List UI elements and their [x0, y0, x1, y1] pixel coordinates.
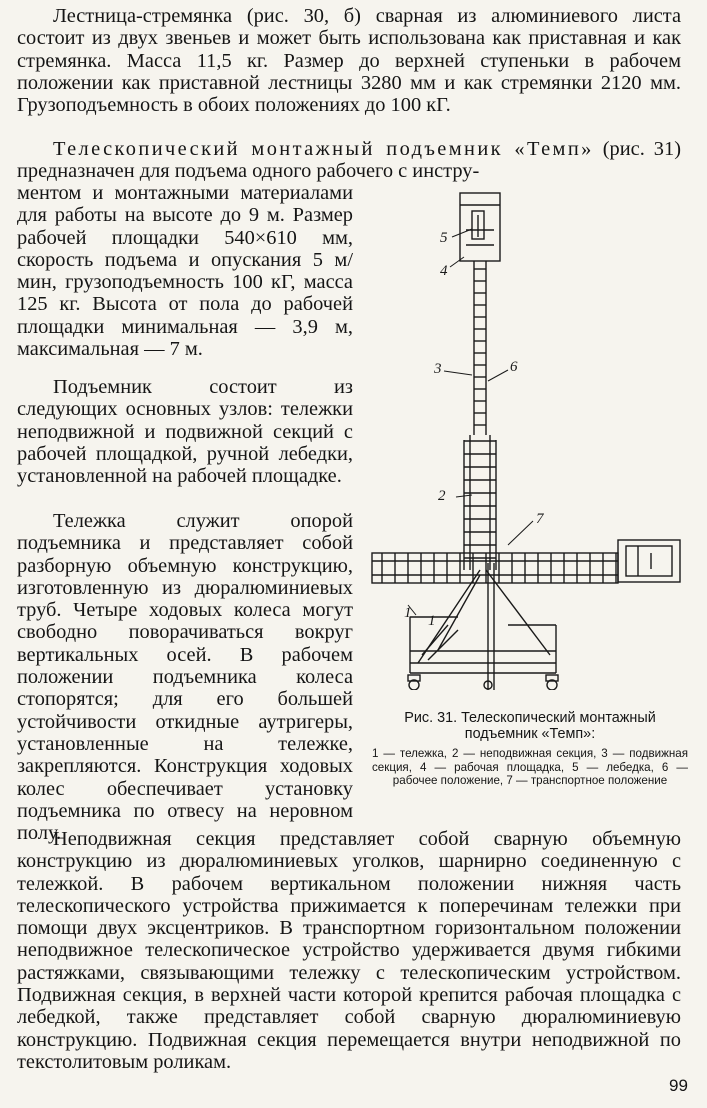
- paragraph-lift-specs: ментом и монтажными материалами для работы на высоте до 9 м. Размер рабочей площадки 540×610 мм, скорость подъема и опускания 5 м/мин, грузоподъемность 100 кГ, масса 125 кг. Высота от пола до рабочей площадки минимальная — 3,9 м, максимальная — 7 м.: [17, 182, 353, 361]
- transport-position-section: [372, 540, 680, 583]
- label-3: 3: [434, 361, 442, 377]
- paragraph-lift-units: Подъемник состоит из следующих основных узлов: тележки неподвижной и подвижной секций с рабочей площадкой, ручной лебедки, установленной на рабочей площадке.: [17, 376, 353, 488]
- label-6: 6: [510, 359, 518, 375]
- paragraph-ladder: Лестница-стремянка (рис. 30, б) сварная из алюминиевого листа состоит из двух звеньев и может быть использована как приставная и как стремянка. Масса 11,5 кг. Размер до верхней ступеньки в рабочем положении как приставной лестницы 3280 мм и как стремянки 2120 мм. Грузоподъемность в обоих положениях до 100 кГ.: [17, 5, 681, 117]
- label-4: 4: [440, 263, 448, 279]
- paragraph-lift-intro: [17, 138, 681, 183]
- figure-lift-drawing: [368, 185, 688, 690]
- label-7: 7: [536, 511, 544, 527]
- label-2: 2: [438, 488, 446, 504]
- label-1-left: 1: [404, 605, 412, 621]
- work-platform-top: [460, 193, 500, 261]
- page-number: 99: [669, 1076, 688, 1095]
- lift-drawing: [368, 185, 688, 690]
- caption-legend: 1 — тележка, 2 — неподвижная секция, 3 — подвижная секция, 4 — рабочая площадка, 5 — лебедка, 6 — рабочее положение, 7 — транспортное положение: [372, 747, 688, 788]
- lift-heading: Телескопический монтажный подъемник «Темп»: [53, 138, 594, 160]
- label-1-inner: 1: [428, 613, 436, 629]
- paragraph-cart: Тележка служит опорой подъемника и представляет собой разборную объемную конструкцию, изготовленную из дюралюминиевых труб. Четыре ходовых колеса могут свободно поворачиваться вокруг вертикальных осей. В рабочем положении подъемника колеса стопорятся; для его большей устойчивости откидные аутригеры, установленные на тележке, закрепляются. Конструкция ходовых колес обеспечивает установку подъемника по отвесу на неровном полу.: [17, 510, 353, 845]
- paragraph-fixed-section: Неподвижная секция представляет собой сварную объемную конструкцию из дюралюминиевых уголков, шарнирно соединенную с тележкой. В рабочем вертикальном положении нижняя часть телескопического устройства прижимается к поперечинам тележки при помощи двух эксцентриков. В транспортном горизонтальном положении неподвижное телескопическое устройство удерживается двумя гибкими растяжками, связывающими тележку с телескопическим устройством. Подвижная секция, в верхней части которой крепится рабочая площадка с лебедкой, также представляет собой сварную дюралюминиевую конструкцию. Подвижная секция перемещается внутри неподвижной по текстолитовым роликам.: [17, 828, 681, 1073]
- label-5: 5: [440, 230, 448, 246]
- lift-intro-first-line: (рис. 31) предназначен для подъема одного рабочего с инстру-: [17, 138, 681, 183]
- mast-section: [464, 261, 496, 570]
- figure-caption: [372, 710, 688, 788]
- caption-title: Рис. 31. Телескопический монтажный подъемник «Темп»:: [404, 710, 656, 742]
